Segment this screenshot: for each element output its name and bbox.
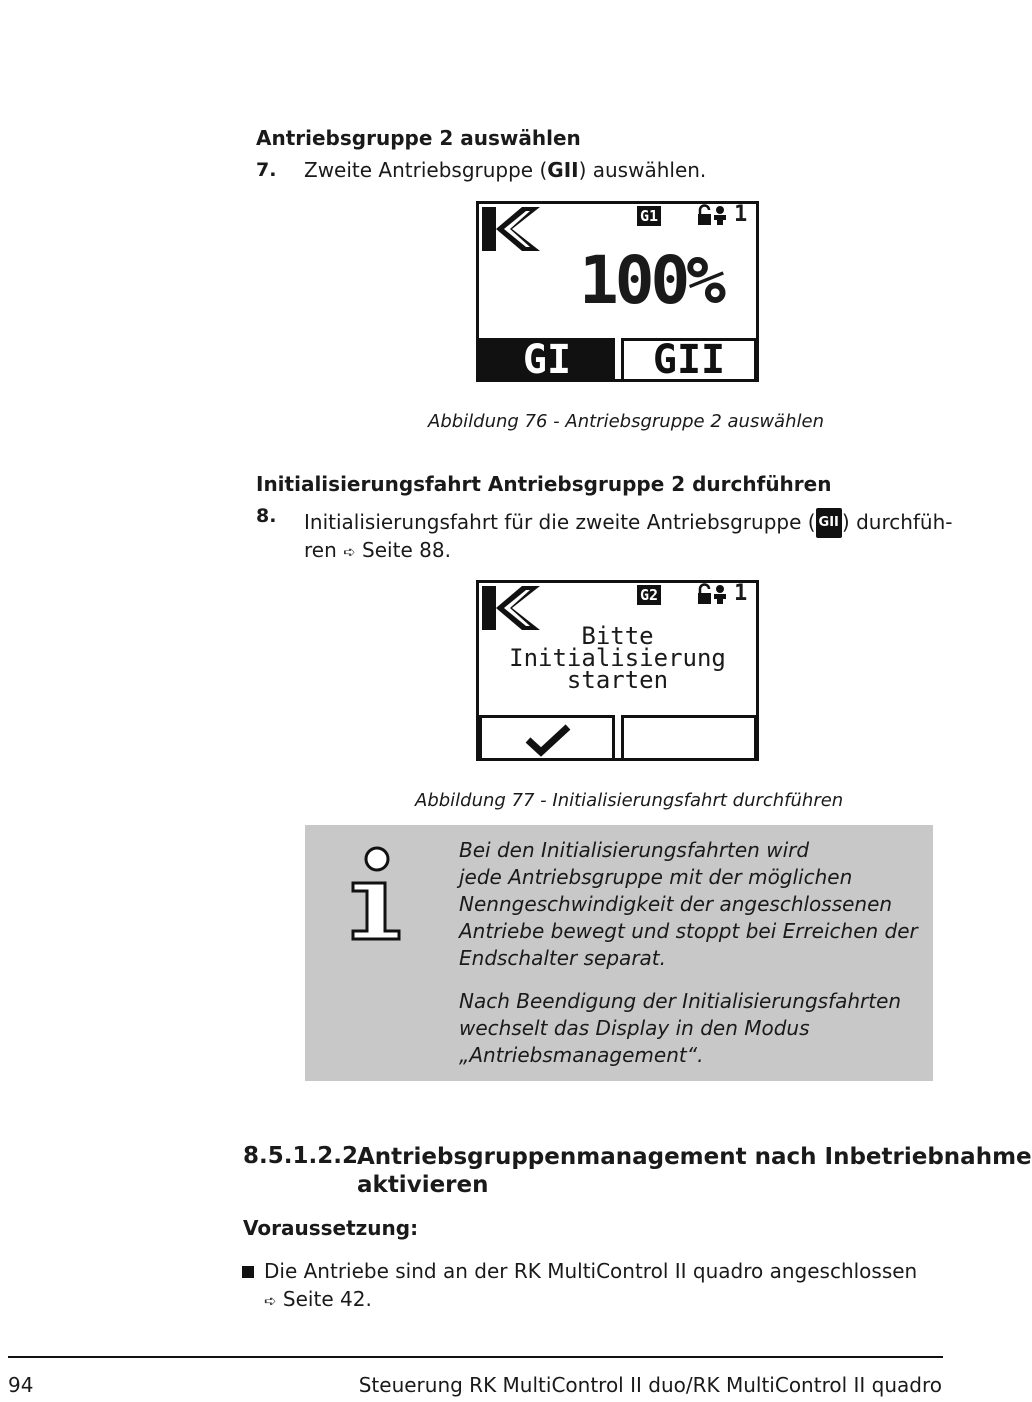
step8-heading: Initialisierungsfahrt Antriebsgruppe 2 durchführen	[256, 472, 832, 496]
figure77-caption: Abbildung 77 - Initialisierungsfahrt durchführen	[415, 790, 844, 811]
group-ii-button[interactable]: GII	[621, 338, 757, 382]
footer-divider	[8, 1356, 943, 1358]
prerequisite-label: Voraussetzung:	[243, 1216, 419, 1240]
group-badge: G2	[637, 585, 661, 605]
page-reference-link[interactable]: Seite 42.	[276, 1287, 372, 1311]
user-count: 1	[734, 202, 748, 227]
step8-number: 8.	[256, 505, 277, 527]
info-paragraph-2: Nach Beendigung der Initialisierungsfahrten wechselt das Display in den Modus „Antriebsmanagement“.	[459, 989, 902, 1067]
lcd-display-group-select	[476, 201, 759, 382]
step7-heading: Antriebsgruppe 2 auswählen	[256, 126, 581, 150]
lcd-display-initialization	[476, 580, 759, 761]
section-number: 8.5.1.2.2	[243, 1143, 358, 1169]
lcd-message-line1: Bitte	[581, 622, 654, 650]
lcd-message	[479, 622, 756, 694]
step7-number: 7.	[256, 159, 277, 181]
lcd-message-line3: starten	[566, 666, 669, 694]
bullet-text-line2	[264, 1285, 372, 1315]
info-icon	[349, 843, 405, 943]
step8-text-line2: ren ➪ Seite 88.	[304, 538, 451, 562]
lcd-message-line2: Initialisierung	[509, 644, 726, 672]
group-ii-icon: GII	[816, 508, 842, 538]
info-note-box	[305, 825, 933, 1081]
section-title: Antriebsgruppenmanagement nach Inbetriebnahme aktivieren	[357, 1144, 1032, 1198]
confirm-button[interactable]	[479, 715, 615, 761]
step8-text-line1: Initialisierungsfahrt für die zweite Antriebsgruppe ( GII ) durchfüh-	[304, 508, 953, 538]
bullet-square-icon	[242, 1266, 254, 1278]
step7-text: Zweite Antriebsgruppe (GII) auswählen.	[304, 158, 707, 182]
figure76-caption: Abbildung 76 - Antriebsgruppe 2 auswählen	[428, 411, 824, 432]
reference-arrow-icon: ➪	[264, 1292, 277, 1310]
bullet-text-line1: Die Antriebe sind an der RK MultiControl II quadro angeschlossen	[264, 1259, 918, 1283]
rk-logo-icon	[482, 207, 544, 255]
reference-arrow-icon: ➪	[343, 543, 356, 561]
empty-softkey-button[interactable]	[621, 715, 757, 761]
lock-user-icon	[697, 583, 735, 611]
group-i-button[interactable]: GI	[479, 338, 615, 382]
percent-value: 100%	[579, 242, 722, 319]
group-badge: G1	[637, 206, 661, 226]
group-ii-icon: GII	[547, 158, 579, 182]
checkmark-icon	[524, 723, 572, 757]
footer-title: Steuerung RK MultiControl II duo/RK MultiControl II quadro	[358, 1373, 942, 1397]
info-paragraph-1: Bei den Initialisierungsfahrten wird jede Antriebsgruppe mit der möglichen Nenngeschwindigkeit der angeschlossenen Antriebe bewegt und stoppt bei Erreichen der Endschalter separat.	[459, 838, 918, 970]
page-reference-link[interactable]: Seite 88.	[355, 538, 451, 562]
user-count: 1	[734, 581, 748, 606]
page-number: 94	[8, 1373, 34, 1397]
lock-user-icon	[697, 204, 735, 232]
